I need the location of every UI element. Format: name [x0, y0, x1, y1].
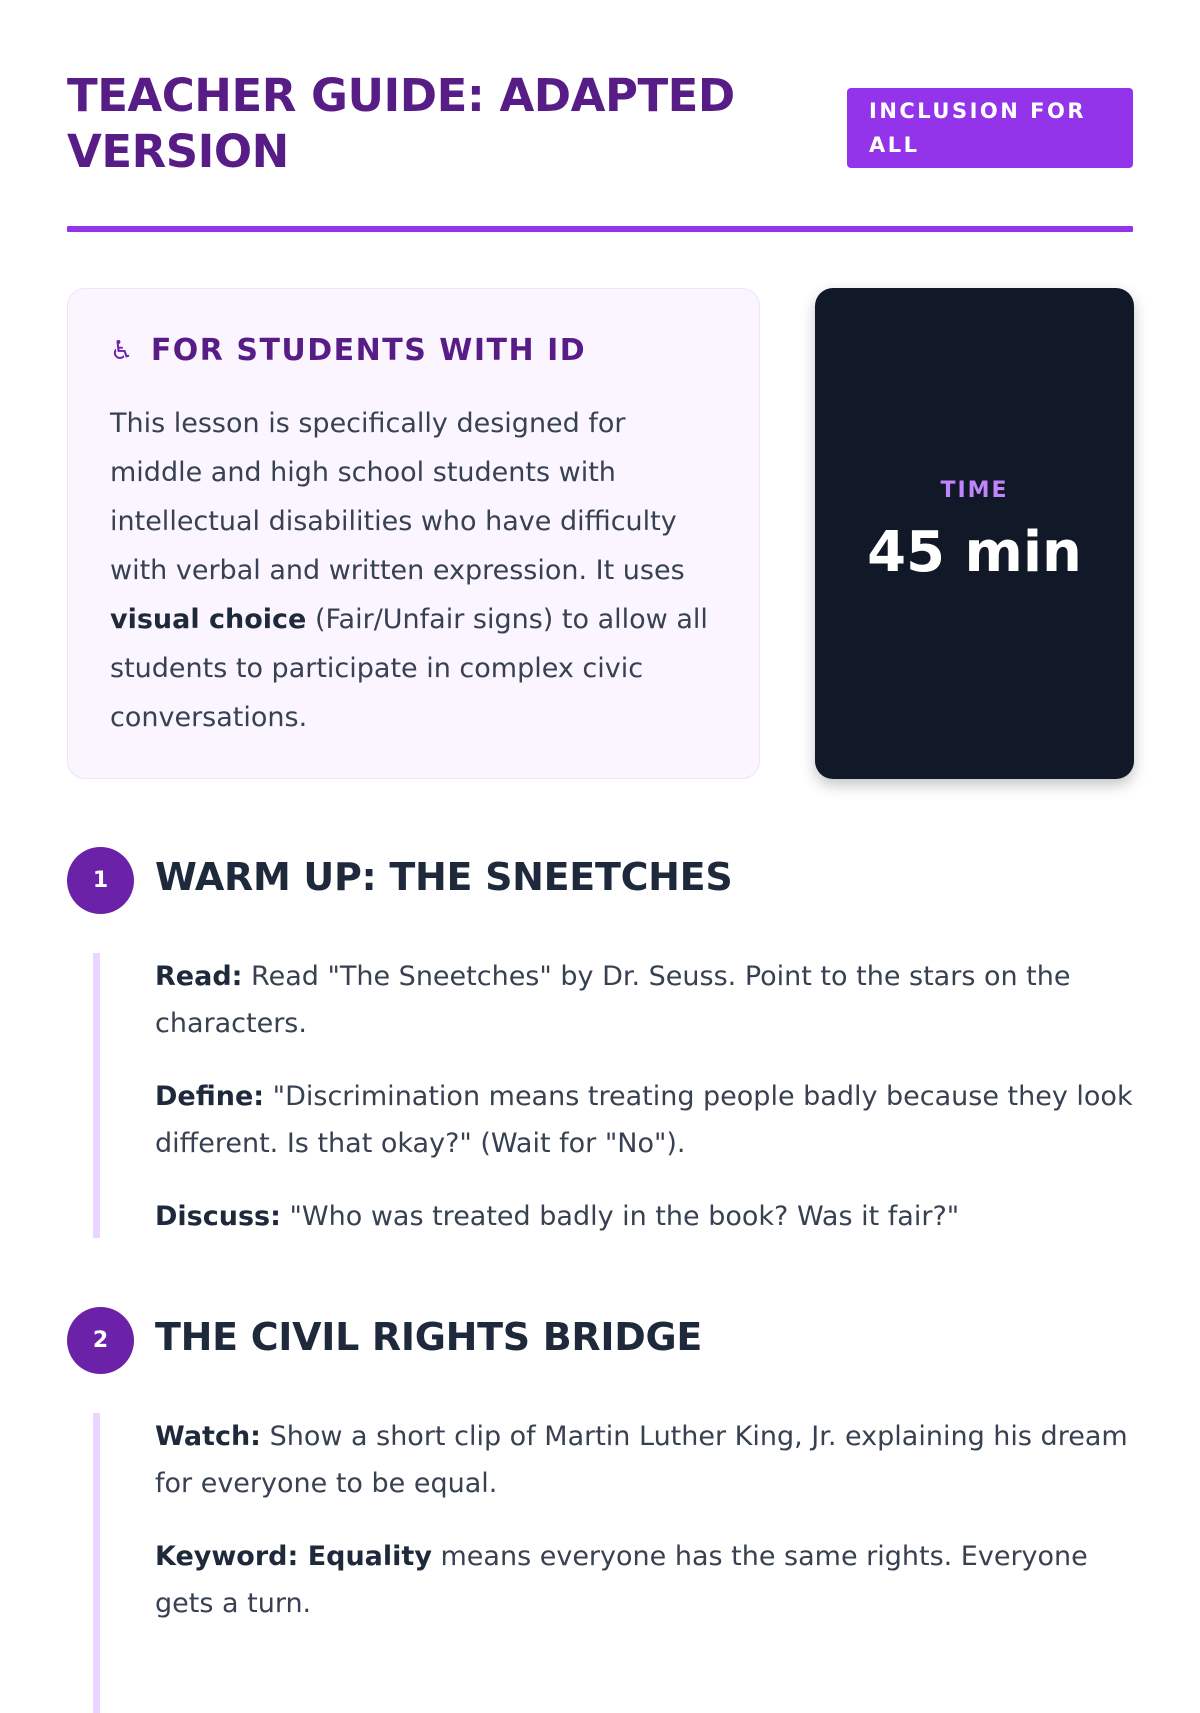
info-text-part: (Fair/Unfair signs) to allow all students to participate in complex civic conversations. [110, 604, 708, 733]
inclusion-badge: INCLUSION FOR ALL [847, 88, 1133, 168]
item-label: Keyword: Equality [155, 1541, 432, 1572]
section-number: 2 [67, 1307, 134, 1374]
item-label: Define: [155, 1081, 265, 1112]
time-value: 45 min [867, 520, 1082, 585]
time-card [815, 288, 1134, 779]
info-card-heading [110, 333, 586, 368]
item-text: Show a short clip of Martin Luther King, Jr. explaining his dream for everyone to be equal. [155, 1421, 1128, 1499]
section-title: WARM UP: THE SNEETCHES [155, 855, 733, 899]
info-text-part: This lesson is specifically designed for middle and high school students with intellectual disabilities who have difficulty with verbal and written expression. It uses [110, 408, 685, 586]
section-item [155, 1413, 1135, 1507]
header-divider [67, 226, 1133, 232]
item-label: Discuss: [155, 1201, 281, 1232]
item-label: Read: [155, 961, 243, 992]
students-info-card [67, 288, 760, 779]
item-text: "Discrimination means treating people badly because they look different. Is that okay?" (Wait for "No"). [155, 1081, 1133, 1159]
section-item [155, 953, 1135, 1047]
info-card-title: FOR STUDENTS WITH ID [150, 333, 587, 368]
section-title: THE CIVIL RIGHTS BRIDGE [155, 1315, 702, 1359]
item-text: Read "The Sneetches" by Dr. Seuss. Point to the stars on the characters. [155, 961, 1071, 1039]
item-label: Watch: [155, 1421, 261, 1452]
page-title: TEACHER GUIDE: ADAPTED VERSION [67, 69, 735, 178]
section-number: 1 [67, 847, 134, 914]
item-text: "Who was treated badly in the book? Was it fair?" [280, 1201, 960, 1232]
section-item [155, 1193, 1135, 1240]
section-timeline-bar [93, 1413, 100, 1713]
section-item [155, 1533, 1135, 1627]
info-card-description [110, 399, 710, 742]
section-item [155, 1073, 1135, 1167]
info-text-bold: visual choice [110, 604, 307, 635]
time-label: TIME [940, 478, 1009, 503]
section-timeline-bar [93, 953, 100, 1238]
item-text: means everyone has the same rights. Everyone gets a turn. [155, 1541, 1088, 1619]
accessibility-icon: ♿ [110, 335, 135, 366]
